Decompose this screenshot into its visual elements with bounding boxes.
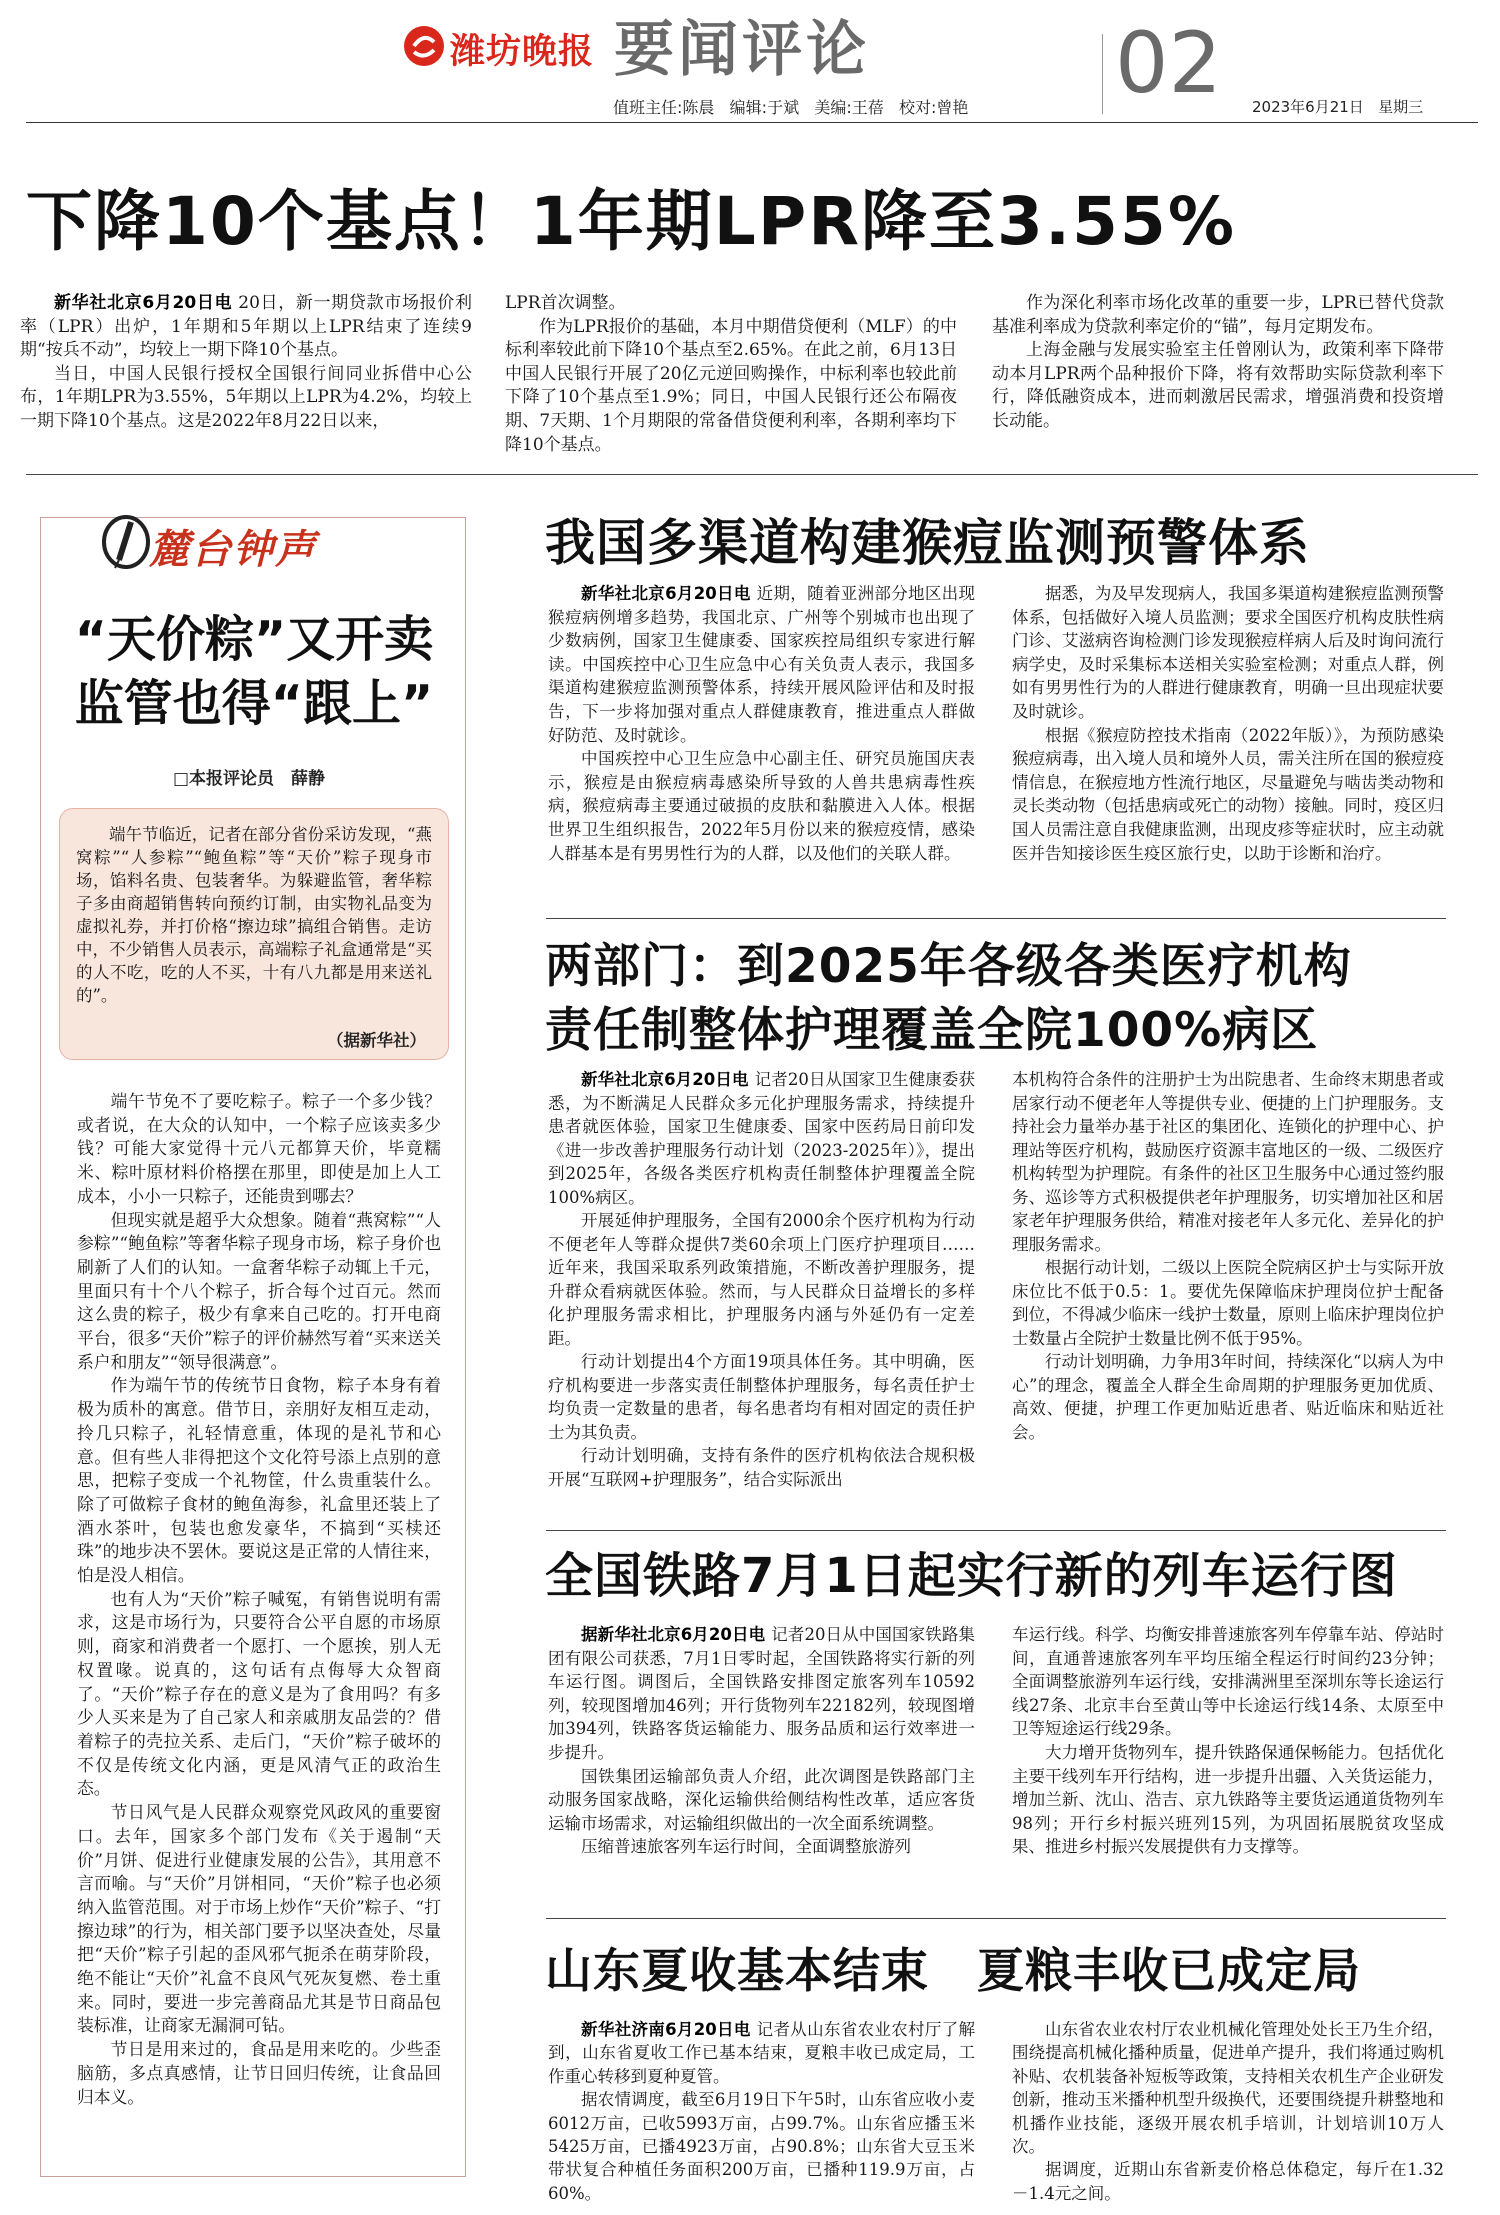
lead-bottom-rule bbox=[26, 474, 1478, 475]
credit-duty: 值班主任:陈晨 bbox=[613, 98, 715, 117]
harvest-para-2: 据农情调度，截至6月19日下午5时，山东省应收小麦6012万亩，已收5993万亩，占99.7%。山东省应播玉米5425万亩，已播4923万亩，占90.8%；山东省大豆玉米带状复合种植任务面积200万亩，已播种119.9万亩，占60%。 bbox=[548, 2090, 975, 2203]
rail-bottom-rule bbox=[546, 1918, 1446, 1919]
summary-source: （据新华社） bbox=[327, 1031, 426, 1050]
commentary-para-3: 作为端午节的传统节日食物，粽子本身有着极为质朴的寓意。借节日，亲朋好友相互走动，拎几只粽子，礼轻情意重，体现的是礼节和心意。但有些人非得把这个文化符号添上点别的意思，把粽子变成一个礼物筐，什么贵重装什么。除了可做粽子食材的鲍鱼海参，礼盒里还装上了酒水茶叶，包装也愈发豪华，不搞到“买椟还珠”的地步决不罢休。要说这是正常的人情往来，怕是没人相信。 bbox=[77, 1375, 441, 1586]
rail-headline: 全国铁路7月1日起实行新的列车运行图 bbox=[545, 1548, 1398, 1604]
nursing-para-1: 记者20日从国家卫生健康委获悉，为不断满足人民群众多元化护理服务需求，持续提升患者就医体验，国家卫生健康委、国家中医药局日前印发《进一步改善护理服务行动计划（2023-2025年）》，提出到2025年，各级各类医疗机构责任制整体护理覆盖全院100%病区。 bbox=[548, 1070, 975, 1207]
nursing-col-2 bbox=[1012, 1068, 1444, 1444]
mpox-para-3: 据悉，为及早发现病人，我国多渠道构建猴痘监测预警体系，包括做好入境人员监测；要求全国医疗机构皮肤性病门诊、艾滋病咨询检测门诊发现猴痘样病人后及时询问流行病学史，及时采集标本送相关实验室检测；对重点人群，例如有男男性行为的人群进行健康教育，明确一旦出现症状要及时就诊。 bbox=[1012, 584, 1444, 721]
nursing-headline-line1: 两部门：到2025年各级各类医疗机构 bbox=[545, 939, 1352, 994]
commentary-para-4: 也有人为“天价”粽子喊冤，有销售说明有需求，这是市场行为，只要符合公平自愿的市场原则，商家和消费者一个愿打、一个愿挨，别人无权置喙。说真的，这句话有点侮辱大众智商了。“天价”粽子存在的意义是为了食用吗？有多少人买来是为了自己家人和亲戚朋友品尝的？借着粽子的壳拉关系、走后门，“天价”粽子破坏的不仅是传统文化内涵，更是风清气正的政治生态。 bbox=[77, 1588, 441, 1799]
lead-para-4: 作为LPR报价的基础，本月中期借贷便利（MLF）的中标利率较此前下降10个基点至2.65%。在此之前，6月13日中国人民银行开展了20亿元逆回购操作，中标利率也较此前下降了10个基点至1.9%；同日，中国人民银行还公布隔夜期、7天期、1个月期限的常备借贷便利利率，各期利率均下降10个基点。 bbox=[505, 316, 957, 455]
commentary-byline: □本报评论员 薛静 bbox=[173, 769, 326, 789]
newspaper-logo bbox=[402, 22, 612, 72]
column-name: 麓台钟声 bbox=[149, 526, 317, 573]
logo-emblem-icon bbox=[402, 24, 446, 68]
commentary-para-1: 端午节免不了要吃粽子。粽子一个多少钱？或者说，在大众的认知中，一个粽子应该卖多少钱？可能大家觉得十元八元都算天价，毕竟糯米、粽叶原材料价格摆在那里，即使是加上人工成本，小小一只粽子，还能贵到哪去？ bbox=[77, 1091, 441, 1206]
rail-dateline: 据新华社北京6月20日电 bbox=[581, 1625, 766, 1644]
masthead-rule bbox=[26, 122, 1478, 123]
rail-para-4: 车运行线。科学、均衡安排普速旅客列车停靠车站、停站时间，直通普速旅客列车平均压缩全程运行时间约23分钟；全面调整旅游列车运行线，安排满洲里至深圳东等长途运行线27条、北京丰台至黄山等中长途运行线14条、太原至中卫等短途运行线29条。 bbox=[1012, 1625, 1444, 1739]
nursing-dateline: 新华社北京6月20日电 bbox=[581, 1070, 749, 1089]
nursing-para-3: 行动计划提出4个方面19项具体任务。其中明确，医疗机构要进一步落实责任制整体护理服务，每名责任护士均负责一定数量的患者，每名患者均有相对固定的责任护士为其负责。 bbox=[548, 1352, 975, 1442]
nursing-bottom-rule bbox=[546, 1530, 1446, 1531]
credit-proof: 校对:曾艳 bbox=[899, 98, 969, 117]
issue-date: 2023年6月21日 bbox=[1252, 98, 1364, 116]
commentary-headline-line1: “天价粽”又开卖 bbox=[74, 611, 434, 668]
harvest-col-1 bbox=[548, 2018, 975, 2205]
page-number: 02 bbox=[1115, 14, 1222, 112]
nursing-para-7: 行动计划明确，力争用3年时间，持续深化“以病人为中心”的理念，覆盖全人群全生命周期的护理服务更加优质、高效、便捷，护理工作更加贴近患者、贴近临床和贴近社会。 bbox=[1012, 1352, 1444, 1442]
nursing-para-5: 本机构符合条件的注册护士为出院患者、生命终末期患者或居家行动不便老年人等提供专业、便捷的上门护理服务。支持社会力量举办基于社区的集团化、连锁化的护理中心、护理站等医疗机构，鼓励医疗资源丰富地区的一级、二级医疗机构转型为护理院。有条件的社区卫生服务中心通过签约服务、巡诊等方式积极提供老年护理服务，切实增加社区和居家老年护理服务供给，精准对接老年人多元化、差异化的护理服务需求。 bbox=[1012, 1070, 1444, 1254]
nursing-para-4: 行动计划明确，支持有条件的医疗机构依法合规积极开展“互联网+护理服务”，结合实际派出 bbox=[548, 1446, 975, 1489]
harvest-para-3: 山东省农业农村厅农业机械化管理处处长王乃生介绍，围绕提高机械化播种质量，促进单产提升，我们将通过购机补贴、农机装备补短板等政策，支持相关农机生产企业研发创新，推动玉米播种机型升级换代，还要围绕提升耕整地和机播作业技能，逐级开展农机手培训，计划培训10万人次。 bbox=[1012, 2020, 1444, 2157]
commentary-para-6: 节日是用来过的，食品是用来吃的。少些歪脑筋，多点真感情，让节日回归传统，让食品回归本义。 bbox=[77, 2039, 441, 2107]
rail-col-2 bbox=[1012, 1623, 1444, 1859]
masthead bbox=[0, 0, 1500, 125]
credit-editor: 编辑:于斌 bbox=[729, 98, 800, 117]
commentary-headline bbox=[41, 608, 467, 736]
mpox-bottom-rule bbox=[546, 918, 1446, 919]
mpox-col-1 bbox=[548, 582, 975, 865]
rail-para-2: 国铁集团运输部负责人介绍，此次调图是铁路部门主动服务国家战略，深化运输供给侧结构性改革，适应客货运输市场需求，对运输组织做出的一次全面系统调整。 bbox=[548, 1766, 975, 1833]
lead-para-3: LPR首次调整。 bbox=[505, 293, 626, 313]
nursing-headline bbox=[545, 935, 1352, 1063]
mpox-dateline: 新华社北京6月20日电 bbox=[581, 584, 751, 603]
commentary-para-5: 节日风气是人民群众观察党风政风的重要窗口。去年，国家多个部门发布《关于遏制“天价”月饼、促进行业健康发展的公告》，其用意不言而喻。与“天价”月饼相同，“天价”粽子也必须纳入监管范围。对于市场上炒作“天价”粽子、“打擦边球”的行为，相关部门要予以坚决查处，尽量把“天价”粽子引起的歪风邪气扼杀在萌芽阶段，绝不能让“天价”礼盒不良风气死灰复燃、卷土重来。同时，要进一步完善商品尤其是节日商品包装标准，让商家无漏洞可钻。 bbox=[77, 1802, 441, 2036]
summary-box bbox=[59, 808, 449, 1060]
column-badge bbox=[101, 514, 351, 574]
lead-col-3 bbox=[992, 292, 1444, 434]
nursing-col-1 bbox=[548, 1068, 975, 1491]
mpox-para-2: 中国疾控中心卫生应急中心副主任、研究员施国庆表示，猴痘是由猴痘病毒感染所导致的人兽共患病毒性疾病，猴痘病毒主要通过破损的皮肤和黏膜进入人体。根据世界卫生组织报告，2022年5月份以来的猴痘疫情，感染人群基本是有男男性行为的人群，以及他们的关联人群。 bbox=[548, 749, 975, 863]
harvest-para-4: 据调度，近期山东省新麦价格总体稳定，每斤在1.32－1.4元之间。 bbox=[1012, 2160, 1444, 2203]
lead-col-1 bbox=[20, 292, 472, 434]
section-title: 要闻评论 bbox=[614, 15, 870, 85]
commentary-column bbox=[40, 517, 466, 2177]
harvest-headline: 山东夏收基本结束 夏粮丰收已成定局 bbox=[545, 1944, 1361, 1999]
date-line bbox=[1252, 96, 1423, 117]
masthead-divider bbox=[1102, 34, 1103, 114]
credits-line bbox=[613, 95, 968, 118]
harvest-col-2 bbox=[1012, 2018, 1444, 2205]
lead-para-5: 作为深化利率市场化改革的重要一步，LPR已替代贷款基准利率成为贷款利率定价的“锚”，每月定期发布。 bbox=[992, 293, 1444, 337]
harvest-dateline: 新华社济南6月20日电 bbox=[581, 2020, 751, 2039]
rail-para-1: 记者20日从中国国家铁路集团有限公司获悉，7月1日零时起，全国铁路将实行新的列车运行图。调图后，全国铁路安排图定旅客列车10592列，较现图增加46列；开行货物列车22182列，较现图增加394列，铁路客货运输能力、服务品质和运行效率进一步提升。 bbox=[548, 1625, 975, 1762]
harvest-para-1: 记者从山东省农业农村厅了解到，山东省夏收工作已基本结束，夏粮丰收已成定局，工作重心转移到夏种夏管。 bbox=[548, 2020, 975, 2086]
credit-art: 美编:王蓓 bbox=[814, 98, 884, 117]
lead-para-2: 当日，中国人民银行授权全国银行间同业拆借中心公布，1年期LPR为3.55%，5年期以上LPR为4.2%，均较上一期下降10个基点。这是2022年8月22日以来， bbox=[20, 363, 472, 431]
nursing-headline-line2: 责任制整体护理覆盖全院100%病区 bbox=[545, 1003, 1319, 1058]
quill-brush-icon bbox=[101, 514, 151, 570]
weekday: 星期三 bbox=[1378, 98, 1424, 116]
lead-para-1: 20日，新一期贷款市场报价利率（LPR）出炉，1年期和5年期以上LPR结束了连续9期“按兵不动”，均较上一期下降10个基点。 bbox=[20, 293, 472, 361]
rail-para-3: 压缩普速旅客列车运行时间，全面调整旅游列 bbox=[581, 1837, 911, 1857]
nursing-para-2: 开展延伸护理服务，全国有2000余个医疗机构为行动不便老年人等群众提供7类60余项上门医疗护理项目……近年来，我国采取系列政策措施，不断改善护理服务，提升群众看病就医体验。然而，与人民群众日益增长的多样化护理服务需求相比，护理服务内涵与外延仍有一定差距。 bbox=[548, 1211, 975, 1348]
commentary-body bbox=[77, 1090, 441, 2109]
mpox-col-2 bbox=[1012, 582, 1444, 865]
lead-dateline: 新华社北京6月20日电 bbox=[54, 293, 233, 313]
commentary-headline-line2: 监管也得“跟上” bbox=[74, 675, 434, 732]
lead-para-6: 上海金融与发展实验室主任曾刚认为，政策利率下降带动本月LPR两个品种报价下降，将有效帮助实际贷款利率下行，降低融资成本，进而刺激居民需求，增强消费和投资增长动能。 bbox=[992, 340, 1444, 431]
logo-text: 潍坊晚报 bbox=[450, 32, 595, 72]
rail-para-5: 大力增开货物列车，提升铁路保通保畅能力。包括优化主要干线列车开行结构，进一步提升出疆、入关货运能力，增加兰新、沈山、浩吉、京九铁路等主要货运通道货物列车98列；开行乡村振兴班列15列，为巩固拓展脱贫攻坚成果、推进乡村振兴发展提供有力支撑等。 bbox=[1012, 1742, 1444, 1857]
rail-col-1 bbox=[548, 1623, 975, 1859]
lead-headline: 下降10个基点！1年期LPR降至3.55% bbox=[26, 183, 1236, 260]
mpox-para-1: 近期，随着亚洲部分地区出现猴痘病例增多趋势，我国北京、广州等个别城市也出现了少数病例，国家卫生健康委、国家疾控局组织专家进行解读。中国疾控中心卫生应急中心有关负责人表示，我国多渠道构建猴痘监测预警体系，持续开展风险评估和及时报告，下一步将加强对重点人群健康教育，推进重点人群做好防范、及时就诊。 bbox=[548, 584, 975, 745]
commentary-para-2: 但现实就是超乎大众想象。随着“燕窝粽”“人参粽”“鲍鱼粽”等奢华粽子现身市场，粽子身价也刷新了人们的认知。一盒奢华粽子动辄上千元，里面只有十个八个粽子，折合每个过百元。然而这么贵的粽子，极少有拿来自己吃的。打开电商平台，很多“天价”粽子的评价赫然写着“买来送关系户和朋友”“领导很满意”。 bbox=[77, 1209, 441, 1372]
nursing-para-6: 根据行动计划，二级以上医院全院病区护士与实际开放床位比不低于0.5：1。要优先保障临床护理岗位护士配备到位，不得减少临床一线护士数量，原则上临床护理岗位护士数量占全院护士数量比例不低于95%。 bbox=[1012, 1258, 1444, 1348]
lead-col-2 bbox=[505, 292, 957, 457]
mpox-para-4: 根据《猴痘防控技术指南（2022年版）》，为预防感染猴痘病毒，出入境人员和境外人员，需关注所在国的猴痘疫情信息，在猴痘地方性流行地区，尽量避免与啮齿类动物和灵长类动物（包括患病或死亡的动物）接触。同时，疫区归国人员需注意自我健康监测，出现皮疹等症状时，应主动就医并告知接诊医生疫区旅行史，以助于诊断和治疗。 bbox=[1012, 725, 1444, 863]
summary-text: 端午节临近，记者在部分省份采访发现，“燕窝粽”“人参粽”“鲍鱼粽”等“天价”粽子现身市场，馅料名贵、包装奢华。为躲避监管，奢华粽子多由商超销售转向预约订制，由实物礼品变为虚拟礼券，并打价格“擦边球”搞组合销售。走访中，不少销售人员表示，高端粽子礼盒通常是“买的人不吃，吃的人不买，十有八九都是用来送礼的”。 bbox=[76, 825, 432, 1005]
mpox-headline: 我国多渠道构建猴痘监测预警体系 bbox=[545, 514, 1310, 572]
